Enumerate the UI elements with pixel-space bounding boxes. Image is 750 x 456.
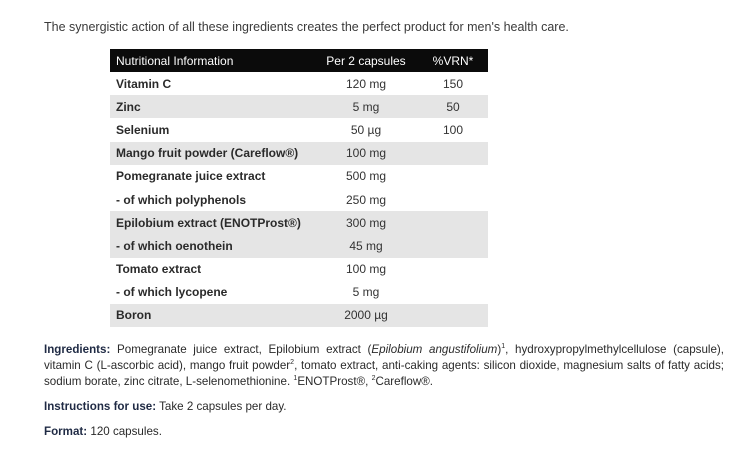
table-row — [110, 258, 488, 281]
table-row — [110, 142, 488, 165]
ingredients-label: Ingredients: — [44, 343, 111, 356]
ingredients-paragraph — [44, 342, 724, 390]
header-nutritional-information: Nutritional Information — [110, 49, 314, 72]
nutrient-name: Tomato extract — [116, 262, 202, 277]
intro-text: The synergistic action of all these ingredients creates the perfect product for men's health care. — [44, 20, 569, 34]
nutrient-name: - of which lycopene — [116, 285, 228, 300]
nutrient-vrn: 150 — [442, 76, 464, 91]
table-header-row — [110, 49, 488, 72]
nutrient-amount: 300 mg — [314, 211, 418, 234]
nutrient-name: - of which polyphenols — [116, 192, 246, 207]
nutrient-vrn — [418, 142, 488, 165]
nutrient-vrn — [418, 188, 488, 211]
nutrient-amount: 120 mg — [345, 76, 387, 91]
nutrient-amount: 50 µg — [350, 122, 382, 137]
nutrient-name: Vitamin C — [116, 76, 172, 91]
nutrition-table-container — [110, 49, 488, 327]
ingredients-text-5: ENOTProst®, — [297, 375, 372, 388]
table-row — [110, 234, 488, 257]
nutrient-name: Pomegranate juice extract — [116, 169, 266, 184]
instructions-paragraph — [44, 399, 287, 415]
nutrient-name: - of which oenothein — [110, 234, 314, 257]
footnote-marker-2: 2 — [290, 359, 295, 367]
table-row — [110, 188, 488, 211]
nutrition-table — [110, 49, 488, 327]
nutrient-name: Zinc — [110, 95, 314, 118]
nutrient-amount: 100 mg — [314, 142, 418, 165]
nutrient-vrn: 100 — [442, 122, 464, 137]
nutrient-name: Mango fruit powder (Careflow®) — [110, 142, 314, 165]
format-paragraph — [44, 424, 162, 440]
nutrient-amount: 45 mg — [314, 234, 418, 257]
header-per-2-capsules: Per 2 capsules — [314, 49, 418, 72]
table-row — [110, 72, 488, 95]
nutrient-amount: 5 mg — [314, 95, 418, 118]
table-body — [110, 72, 488, 327]
nutrient-vrn — [418, 165, 488, 188]
format-label: Format: — [44, 425, 88, 438]
nutrient-amount: 100 mg — [345, 262, 387, 277]
nutrient-vrn — [418, 234, 488, 257]
instructions-label: Instructions for use: — [44, 400, 157, 413]
nutrient-name: Epilobium extract (ENOTProst®) — [110, 211, 314, 234]
ingredients-text-4: , tomato extract, anti-caking agents: silicon dioxide, magnesium salts of fatty acids; sodium borate, zinc citrate, L-selenomethionine. — [44, 359, 725, 388]
nutrient-name: Boron — [110, 304, 314, 327]
nutrient-amount: 5 mg — [352, 285, 380, 300]
footnote-marker-3: 1 — [293, 375, 298, 383]
table-row — [110, 281, 488, 304]
instructions-text: Take 2 capsules per day. — [156, 400, 287, 413]
ingredients-latin-name: Epilobium angustifolium — [371, 343, 498, 356]
nutrient-vrn — [418, 258, 488, 281]
nutrient-vrn — [418, 281, 488, 304]
footnote-marker-1: 1 — [501, 343, 506, 351]
nutrient-amount: 250 mg — [345, 192, 387, 207]
header-vrn: %VRN* — [418, 49, 488, 72]
ingredients-text-3: , hydroxypropylmethylcellulose (capsule), vitamin C (L-ascorbic acid), mango fruit powder — [44, 343, 725, 372]
nutrient-amount: 2000 µg — [314, 304, 418, 327]
table-row — [110, 211, 488, 234]
ingredients-text-2: ) — [497, 343, 502, 356]
table-row — [110, 95, 488, 118]
nutrient-vrn: 50 — [418, 95, 488, 118]
table-row — [110, 118, 488, 141]
nutrient-vrn — [418, 211, 488, 234]
ingredients-text-6: Careflow®. — [375, 375, 433, 388]
nutrient-vrn — [418, 304, 488, 327]
ingredients-text-1: Pomegranate juice extract, Epilobium extract ( — [110, 343, 372, 356]
nutrient-name: Selenium — [116, 122, 170, 137]
format-text: 120 capsules. — [87, 425, 162, 438]
table-row — [110, 165, 488, 188]
footnote-marker-4: 2 — [371, 375, 376, 383]
nutrient-amount: 500 mg — [345, 169, 387, 184]
table-row — [110, 304, 488, 327]
